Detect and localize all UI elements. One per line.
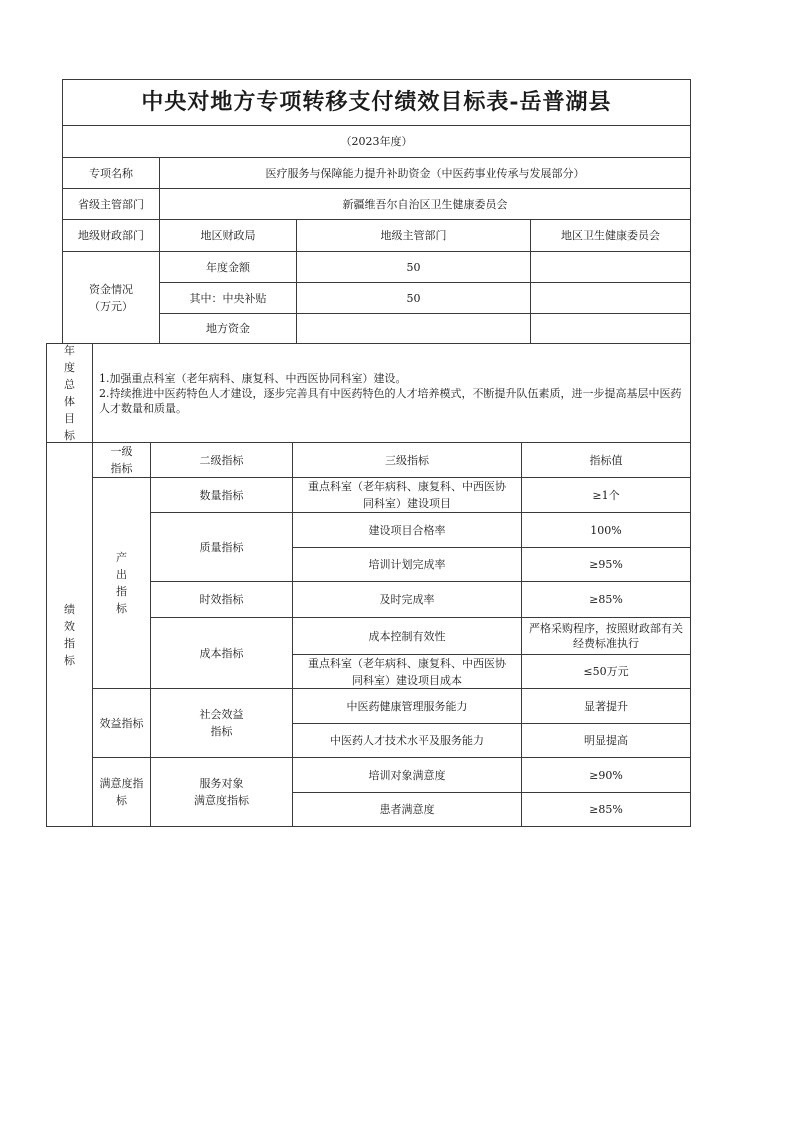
project-name-label: 专项名称 <box>62 157 160 189</box>
indicator-row-3-level3: 培训计划完成率 <box>292 547 522 582</box>
indicator-row-5-level3: 成本控制有效性 <box>292 617 522 655</box>
row1-l3-line1: 重点科室（老年病科、康复科、中西医协 <box>308 480 506 493</box>
local-finance-label: 地级财政部门 <box>62 219 160 252</box>
indicator-row-2-level3: 建设项目合格率 <box>292 512 522 548</box>
output-label-char: 产 <box>116 551 127 564</box>
service-sat-line2: 满意度指标 <box>194 794 249 807</box>
goal-label-char: 年 <box>64 344 75 357</box>
output-indicator-label <box>92 477 151 689</box>
goal-label-char: 总 <box>64 378 75 391</box>
funds-label-line2: （万元） <box>89 299 133 313</box>
benefit-indicator-label: 效益指标 <box>92 688 151 758</box>
row6-l3-line1: 重点科室（老年病科、康复科、中西医协 <box>308 656 506 670</box>
quantity-indicator: 数量指标 <box>150 477 293 513</box>
funds-central-value: 50 <box>296 282 531 314</box>
performance-label <box>46 442 93 827</box>
funds-local-label: 地方资金 <box>159 313 297 344</box>
header-level1 <box>92 442 151 478</box>
perf-label-char: 绩 <box>64 602 75 616</box>
perf-label-char: 指 <box>64 636 75 650</box>
indicator-row-1-value: ≥1个 <box>521 477 691 513</box>
local-finance-bureau: 地区财政局 <box>159 219 297 252</box>
header-level1-line1: 一级 <box>110 445 133 458</box>
funds-central-label: 其中：中央补贴 <box>159 282 297 314</box>
local-dept-label: 地级主管部门 <box>296 219 531 252</box>
row1-l3-line2: 同科室）建设项目 <box>363 497 451 510</box>
output-label-char: 出 <box>116 568 127 581</box>
performance-target-table <box>46 79 691 827</box>
goal-label-char: 标 <box>64 429 75 442</box>
indicator-row-8-value: 明显提高 <box>521 723 691 758</box>
goal-label-char: 体 <box>64 395 75 408</box>
header-value: 指标值 <box>521 442 691 478</box>
indicator-row-2-value: 100% <box>521 512 691 548</box>
funds-annual-extra <box>530 251 691 283</box>
indicator-row-9-value: ≥90% <box>521 757 691 793</box>
goal-line-2: 2.持续推进中医药特色人才建设，逐步完善具有中医药特色的人才培养模式，不断提升队伍素质，进一步提高基层中医药人才数量和质量。 <box>99 386 682 415</box>
funds-central-extra <box>530 282 691 314</box>
goal-label-char: 目 <box>64 412 75 425</box>
header-level1-line2: 指标 <box>110 462 133 475</box>
indicator-row-7-level3: 中医药健康管理服务能力 <box>292 688 522 724</box>
indicator-row-9-level3: 培训对象满意度 <box>292 757 522 793</box>
provincial-dept-label: 省级主管部门 <box>62 188 160 220</box>
indicator-row-4-level3: 及时完成率 <box>292 581 522 618</box>
social-benefit-line2: 指标 <box>210 725 233 738</box>
indicator-row-8-level3: 中医药人才技术水平及服务能力 <box>292 723 522 758</box>
indicator-row-1-level3 <box>292 477 522 513</box>
timeliness-indicator: 时效指标 <box>150 581 293 618</box>
satisfaction-line2: 标 <box>116 794 127 807</box>
year-label: （2023年度） <box>62 125 691 158</box>
output-label-char: 标 <box>116 602 127 615</box>
cost-indicator: 成本指标 <box>150 617 293 689</box>
quality-indicator: 质量指标 <box>150 512 293 582</box>
perf-label-char: 效 <box>64 619 75 633</box>
perf-label-char: 标 <box>64 653 75 667</box>
annual-goal-label <box>46 343 93 443</box>
goal-label-char: 度 <box>64 361 75 374</box>
social-benefit-line1: 社会效益 <box>199 708 244 721</box>
funds-annual-label: 年度金额 <box>159 251 297 283</box>
output-label-char: 指 <box>116 585 127 598</box>
project-name-value: 医疗服务与保障能力提升补助资金（中医药事业传承与发展部分） <box>159 157 691 189</box>
indicator-row-5-value: 严格采购程序，按照财政部有关经费标准执行 <box>521 617 691 655</box>
satisfaction-indicator-label <box>92 757 151 827</box>
funds-annual-value: 50 <box>296 251 531 283</box>
local-dept-value: 地区卫生健康委员会 <box>530 219 691 252</box>
indicator-row-10-value: ≥85% <box>521 792 691 827</box>
indicator-row-6-value: ≤50万元 <box>521 654 691 689</box>
row6-l3-line2: 同科室）建设项目成本 <box>352 673 462 687</box>
provincial-dept-value: 新疆维吾尔自治区卫生健康委员会 <box>159 188 691 220</box>
funds-label <box>62 251 160 344</box>
table-title: 中央对地方专项转移支付绩效目标表-岳普湖县 <box>62 79 691 126</box>
header-level2: 二级指标 <box>150 442 293 478</box>
funds-local-extra <box>530 313 691 344</box>
funds-local-value <box>296 313 531 344</box>
annual-goal-content <box>92 343 691 443</box>
service-satisfaction-indicator <box>150 757 293 827</box>
service-sat-line1: 服务对象 <box>199 777 244 790</box>
indicator-row-3-value: ≥95% <box>521 547 691 582</box>
indicator-row-6-level3 <box>292 654 522 689</box>
header-level3: 三级指标 <box>292 442 522 478</box>
indicator-row-10-level3: 患者满意度 <box>292 792 522 827</box>
indicator-row-4-value: ≥85% <box>521 581 691 618</box>
social-benefit-indicator <box>150 688 293 758</box>
goal-line-1: 1.加强重点科室（老年病科、康复科、中西医协同科室）建设。 <box>99 371 407 385</box>
funds-label-line1: 资金情况 <box>89 282 133 296</box>
satisfaction-line1: 满意度指 <box>99 777 144 790</box>
indicator-row-7-value: 显著提升 <box>521 688 691 724</box>
